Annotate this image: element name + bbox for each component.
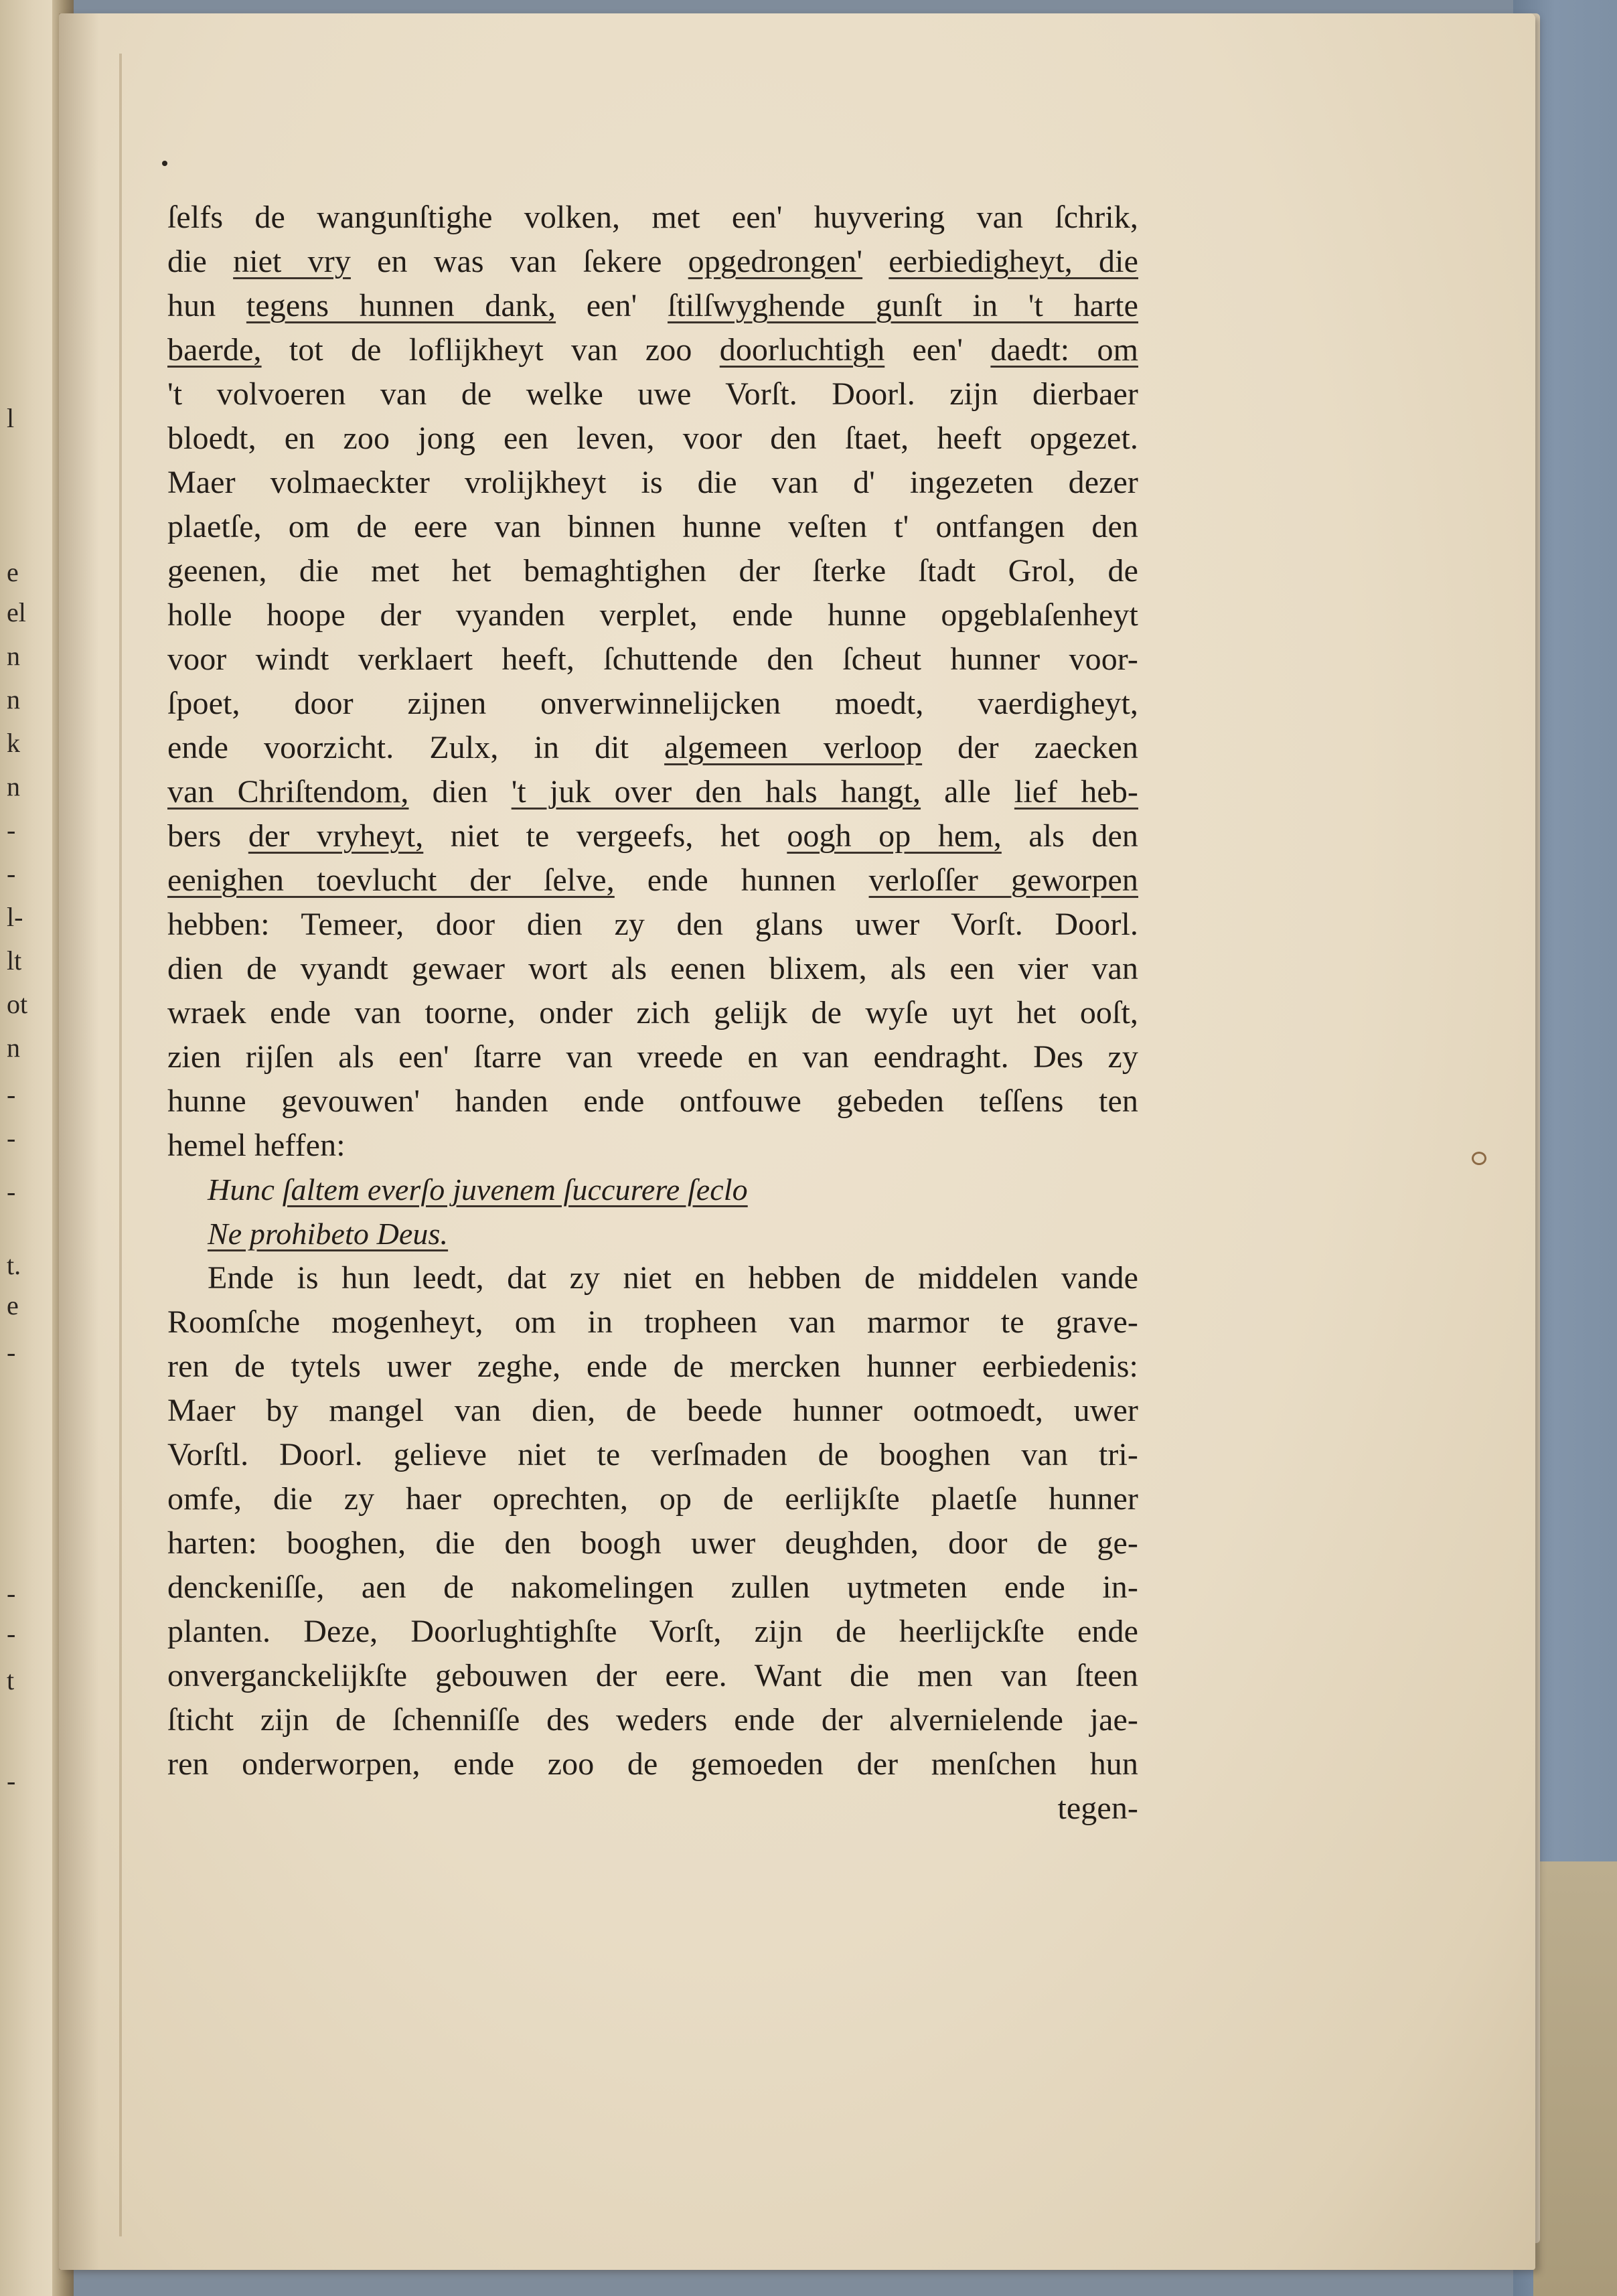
left-margin-fragment: - (7, 1578, 16, 1608)
underlined-phrase: Ne prohibeto Deus. (208, 1217, 449, 1251)
text-line: hun tegens hunnen dank, een' ſtilſwyghende gunſt in 't harte (167, 288, 1139, 323)
page-text (167, 196, 1138, 1831)
text-line: planten. Deze, Doorlughtighſte Vorſt, zijn de heerlijckſte ende (167, 1614, 1138, 1649)
text-line: ende voorzicht. Zulx, in dit algemeen verloop der zaecken (167, 730, 1138, 765)
underlined-phrase: eenighen toevlucht der ſelve, (167, 862, 615, 898)
text-line: baerde, tot de loflijkheyt van zoo doorluchtigh een' daedt: om (167, 332, 1139, 368)
left-margin-fragment: l- (7, 902, 23, 932)
left-margin-fragment: n (7, 771, 20, 801)
text-line: van Chriſtendom, dien 't juk over den hals hangt, alle lief heb- (167, 774, 1139, 810)
left-margin-fragment: n (7, 684, 20, 714)
left-margin-fragment: n (7, 1032, 20, 1063)
underlined-phrase: daedt: om (990, 332, 1139, 368)
board-edge (1533, 1861, 1617, 2296)
underlined-phrase: ſtilſwyghende gunſt in 't harte (667, 288, 1139, 323)
text-line: eenighen toevlucht der ſelve, ende hunnen verloſſer geworpen (167, 862, 1139, 898)
underlined-phrase: verloſſer geworpen (868, 862, 1139, 898)
text-line: bloedt, en zoo jong een leven, voor den ſtaet, heeft opgezet. (167, 420, 1138, 456)
left-margin-fragment: - (7, 1176, 16, 1207)
text-line: bers der vryheyt, niet te vergeefs, het oogh op hem, als den (167, 818, 1138, 854)
text-line: denckeniſſe, aen de nakomelingen zullen uytmeten ende in- (167, 1570, 1138, 1605)
text-line: harten: booghen, die den boogh uwer deughden, door de ge- (167, 1525, 1138, 1561)
catchword: tegen- (1057, 1790, 1138, 1826)
left-margin-fragment: ot (7, 989, 28, 1019)
left-margin-fragment: - (7, 1337, 16, 1367)
text-line: omfe, die zy haer oprechten, op de eerlijkſte plaetſe hunner (167, 1481, 1138, 1517)
left-margin-fragment: e (7, 1290, 19, 1320)
text-line: Maer by mangel van dien, de beede hunner ootmoedt, uwer (167, 1393, 1138, 1428)
underlined-phrase: 't juk over den hals hangt, (511, 774, 921, 810)
left-margin-fragment: el (7, 597, 26, 627)
text-line: dien de vyandt gewaer wort als eenen blixem, als een vier van (167, 951, 1138, 986)
left-margin-fragment: - (7, 1123, 16, 1153)
underlined-phrase: der vryheyt, (248, 818, 424, 854)
text-line: Ende is hun leedt, dat zy niet en hebben de middelen vande (208, 1260, 1138, 1296)
text-line: Vorſtl. Doorl. gelieve niet te verſmaden de booghen van tri- (167, 1437, 1138, 1472)
left-margin-fragment: t (7, 1665, 15, 1695)
text-line: die niet vry en was van ſekere opgedrongen' eerbiedigheyt, die (167, 244, 1138, 279)
text-line: hebben: Temeer, door dien zy den glans uwer Vorſt. Doorl. (167, 907, 1138, 942)
underlined-phrase: eerbiedigheyt, die (889, 244, 1138, 279)
text-line: Hunc ſaltem everſo juvenem ſuccurere ſeclo (208, 1172, 748, 1207)
text-line: onverganckelijkſte gebouwen der eere. Want die men van ſteen (167, 1658, 1138, 1693)
text-line: voor windt verklaert heeft, ſchuttende den ſcheut hunner voor- (167, 641, 1138, 677)
text-line: Maer volmaeckter vrolijkheyt is die van d' ingezeten dezer (167, 465, 1138, 500)
underlined-phrase: van Chriſtendom, (167, 774, 409, 810)
left-margin-fragment: - (7, 815, 16, 845)
text-line: ren onderworpen, ende zoo de gemoeden der menſchen hun (167, 1746, 1138, 1782)
underlined-phrase: lief heb- (1014, 774, 1139, 810)
underlined-phrase: ſaltem everſo juvenem ſuccurere ſeclo (282, 1172, 748, 1207)
ink-speck (162, 161, 167, 166)
underlined-phrase: algemeen verloop (664, 730, 923, 765)
text-line: wraek ende van toorne, onder zich gelijk de wyſe uyt het ooſt, (167, 995, 1138, 1030)
left-margin-fragment: e (7, 557, 19, 587)
text-line: hunne gevouwen' handen ende ontfouwe gebeden teſſens ten (167, 1083, 1138, 1119)
text-line: holle hoope der vyanden verplet, ende hunne opgeblaſenheyt (167, 597, 1138, 633)
text-line: hemel heffen: (167, 1128, 345, 1163)
underlined-phrase: tegens hunnen dank, (246, 288, 556, 323)
underlined-phrase: niet vry (233, 244, 351, 279)
left-margin-fragment: - (7, 1079, 16, 1109)
text-line: zien rijſen als een' ſtarre van vreede en van eendraght. Des zy (167, 1039, 1138, 1075)
text-line: ſelfs de wangunſtighe volken, met een' huyvering van ſchrik, (167, 200, 1138, 235)
text-line: Roomſche mogenheyt, om in tropheen van marmor te grave- (167, 1304, 1138, 1340)
left-margin-fragment: n (7, 641, 20, 671)
left-margin-fragment: - (7, 1618, 16, 1649)
left-margin-fragment: - (7, 1766, 16, 1796)
text-line (167, 1212, 1138, 1256)
underlined-phrase: oogh op hem, (787, 818, 1002, 854)
left-margin-fragment: lt (7, 945, 22, 976)
text-line: ren de tytels uwer zeghe, ende de mercken hunner eerbiedenis: (167, 1349, 1138, 1384)
text-line: 't volvoeren van de welke uwe Vorſt. Doorl. zijn dierbaer (167, 376, 1138, 412)
underlined-phrase: opgedrongen' (688, 244, 863, 279)
left-margin-fragment: k (7, 728, 20, 758)
underlined-phrase: baerde, (167, 332, 262, 368)
text-line: ſticht zijn de ſchenniſſe des weders ende der alvernielende jae- (167, 1702, 1138, 1738)
text-line: plaetſe, om de eere van binnen hunne veſten t' ontfangen den (167, 509, 1138, 544)
foxing-spot (1472, 1152, 1486, 1165)
left-margin-fragment: l (7, 403, 15, 433)
text-line: geenen, die met het bemaghtighen der ſterke ſtadt Grol, de (167, 553, 1138, 589)
left-margin-fragment: t. (7, 1250, 21, 1280)
text-line: ſpoet, door zijnen onverwinnelijcken moedt, vaerdigheyt, (167, 686, 1138, 721)
left-margin-fragment: - (7, 858, 16, 889)
underlined-phrase: doorluchtigh (719, 332, 885, 368)
page-gutter-shadow (119, 54, 122, 2236)
